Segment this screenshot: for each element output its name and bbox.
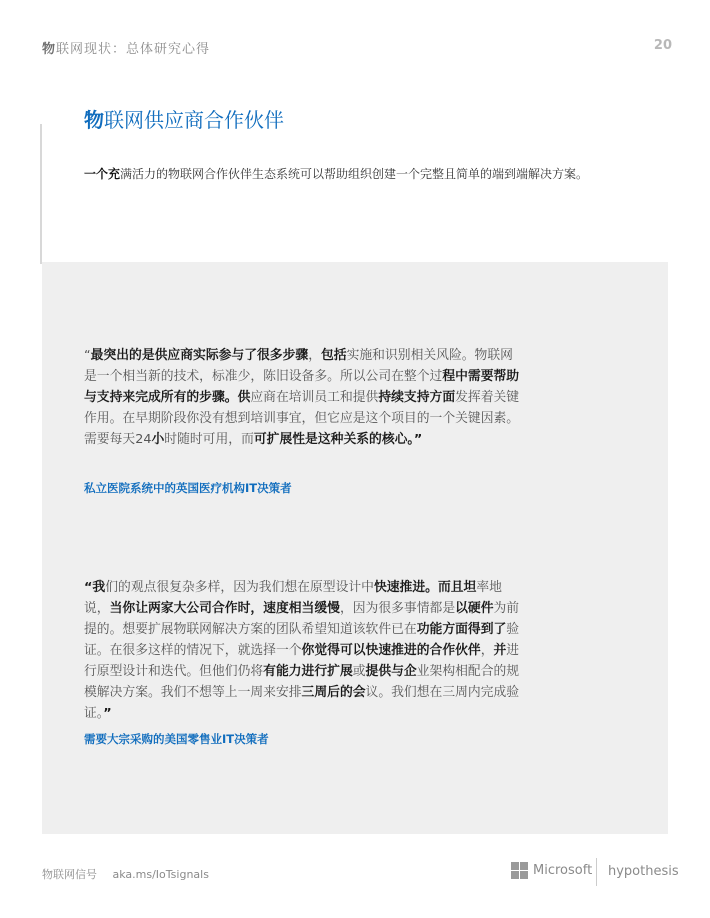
quote-2-attribution: 需要大宗采购的美国零售业IT决策者 xyxy=(84,732,269,746)
quote-segment: 功能方面得到了 xyxy=(416,622,507,637)
vertical-rule xyxy=(40,124,42,264)
footer-link[interactable]: aka.ms/IoTsignals xyxy=(112,868,209,881)
quote-segment: ， xyxy=(308,348,321,363)
quote-segment: 三周后的会 xyxy=(301,685,366,700)
quote-segment: 提供与企 xyxy=(365,664,417,679)
section-title xyxy=(84,104,284,133)
quote-segment: ，因为很多事情都是 xyxy=(339,601,456,616)
quote-segment: 业架构相配合的规模解决方案。我们不想等上一周来安排 xyxy=(84,664,520,700)
quote-segment: ， xyxy=(480,643,494,658)
quote-segment: “我 xyxy=(84,580,106,595)
quote-segment: 以硬件 xyxy=(455,601,494,616)
quote-segment: 为前提的。想要扩展物联网解决方案的团队希望知道该软件已在 xyxy=(84,601,520,637)
quote-segment: 率地说， xyxy=(84,580,502,616)
microsoft-wordmark: Microsoft xyxy=(533,863,593,878)
quote-segment: 可扩展性是这种关系的核心。” xyxy=(253,432,423,447)
quote-segment: 时随时可用，而 xyxy=(164,432,254,447)
quote-2 xyxy=(84,577,524,724)
quote-segment: 有能力进行扩展 xyxy=(263,664,353,679)
quote-segment: 持续支持方面 xyxy=(378,390,456,405)
quote-segment: 包括 xyxy=(320,348,347,363)
quote-segment: 们的观点很复杂多样，因为我们想在原型设计中 xyxy=(105,580,374,595)
quote-segment: 小 xyxy=(151,432,165,447)
quote-segment: ” xyxy=(103,706,112,721)
microsoft-logo-icon xyxy=(511,862,528,879)
quote-segment: 你觉得可以快速推进的合作伙伴 xyxy=(301,643,481,658)
running-header-text: 联网现状：总体研究心得 xyxy=(56,42,211,57)
section-title-bold: 物 xyxy=(84,108,104,132)
quote-segment: 当你让两家大公司合作时，速度相当缓慢 xyxy=(109,601,340,616)
quote-segment: 发挥着关键作用。在早期阶段你没有想到培训事宜，但它应是这个项目的一个关键因素。需要每天24 xyxy=(84,390,520,447)
page-number: 20 xyxy=(653,38,672,53)
quote-segment: 议。我们想在三周内完成验证。 xyxy=(84,685,520,721)
quote-segment: 程中需要帮助与支持来完成所有的步骤。供 xyxy=(84,369,520,405)
running-header-bold: 物 xyxy=(42,42,57,57)
intro-paragraph xyxy=(84,165,644,182)
intro-bold: 一个充 xyxy=(84,167,121,181)
quote-segment: 验证。在很多这样的情况下，就选择一个 xyxy=(84,622,520,658)
footer xyxy=(42,866,209,882)
hypothesis-logo: hypothesis xyxy=(608,864,679,879)
quote-segment: 快速推进。而且坦 xyxy=(373,580,477,595)
quote-segment: 或 xyxy=(352,664,366,679)
intro-text: 满活力的物联网合作伙伴生态系统可以帮助组织创建一个完整且简单的端到端解决方案。 xyxy=(120,167,589,181)
quote-segment: “ xyxy=(84,348,91,363)
quote-segment: 应商在培训员工和提供 xyxy=(250,390,379,405)
quote-segment: 进行原型设计和迭代。但他们仍将 xyxy=(84,643,520,679)
quote-segment: 最突出的是供应商实际参与了很多步骤 xyxy=(90,348,309,363)
quote-1-attribution: 私立医院系统中的英国医疗机构IT决策者 xyxy=(84,481,292,495)
quote-segment: 实施和识别相关风险。物联网是一个相当新的技术，标准少，陈旧设备多。所以公司在整个过 xyxy=(84,348,513,384)
running-header xyxy=(42,38,210,57)
quote-1 xyxy=(84,345,524,450)
footer-label: 物联网信号 xyxy=(42,868,97,881)
logo-divider xyxy=(596,858,597,886)
microsoft-logo xyxy=(511,862,592,879)
quote-segment: 并 xyxy=(493,643,507,658)
section-title-text: 联网供应商合作伙伴 xyxy=(104,108,284,132)
